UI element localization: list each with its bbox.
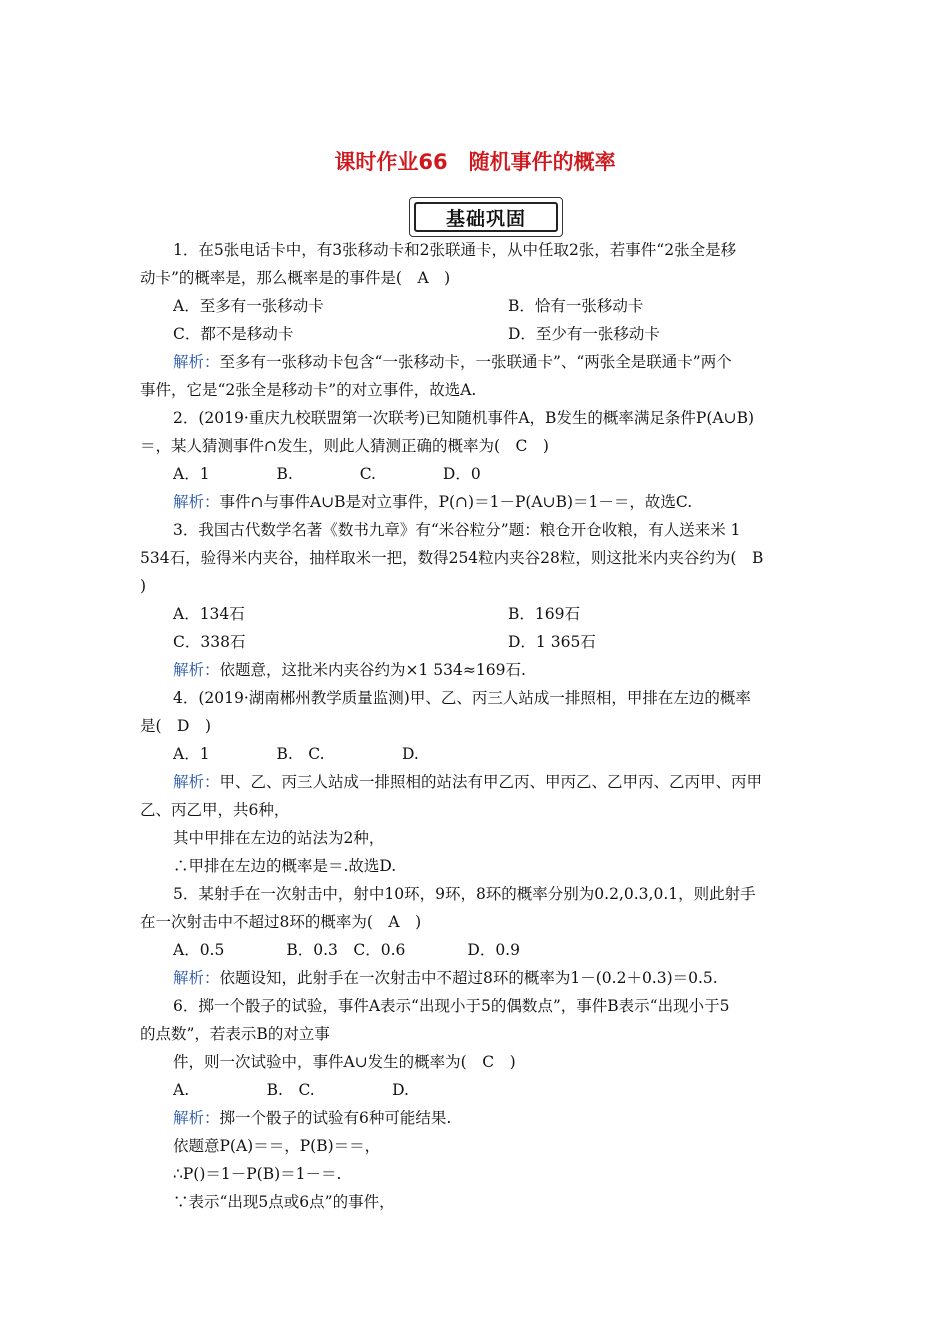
q4-solution-line3: 其中甲排在左边的站法为2种， <box>173 829 385 847</box>
q1-solution-line1 <box>140 348 820 376</box>
q5-solution-line1 <box>140 964 820 992</box>
q6-solution-line1 <box>140 1104 820 1132</box>
q4-solution-line4: ∴甲排在左边的概率是＝.故选D. <box>173 857 397 875</box>
q4-solution-line2: 乙、丙乙甲，共6种， <box>140 801 290 819</box>
q2-solution-text1: 事件∩与事件A∪B是对立事件，P(∩)＝1－P(A∪B)＝1－＝，故选C. <box>219 493 693 511</box>
q1-stem-line2: 动卡”的概率是，那么概率是的事件是( A ) <box>140 269 451 287</box>
q6-stem-line3: 件，则一次试验中，事件A∪发生的概率为( C ) <box>173 1053 516 1071</box>
q5-options: A．0.5 B．0.3 C．0.6 D．0.9 <box>173 941 520 959</box>
q1-solution-line2: 事件，它是“2张全是移动卡”的对立事件，故选A. <box>140 381 477 399</box>
section-badge <box>409 197 563 237</box>
section-badge-label: 基础巩固 <box>414 202 558 232</box>
q6-stem-line2: 的点数”，若表示B的对立事 <box>140 1025 330 1043</box>
solution-label: 解析： <box>173 1109 220 1127</box>
q6-solution-line2: 依题意P(A)＝＝，P(B)＝＝， <box>173 1137 381 1155</box>
q6-solution-line3: ∴P()＝1－P(B)＝1－＝. <box>173 1165 342 1183</box>
q3-stem-line1: 3．我国古代数学名著《数书九章》有“米谷粒分”题：粮仓开仓收粮，有人送来米 1 <box>173 521 741 539</box>
q2-solution-line1 <box>140 488 820 516</box>
q3-option-d: D．1 365石 <box>508 633 596 651</box>
q3-options-row1 <box>140 600 820 628</box>
q4-stem-line1: 4．(2019·湖南郴州教学质量监测)甲、乙、丙三人站成一排照相，甲排在左边的概率 <box>173 689 751 707</box>
q1-options-row1 <box>140 292 820 320</box>
q2-stem-line1: 2．(2019·重庆九校联盟第一次联考)已知随机事件A，B发生的概率满足条件P(A∪B) <box>173 409 755 427</box>
q2-options: A．1 B. C. D．0 <box>173 465 481 483</box>
q5-stem-line1: 5．某射手在一次射击中，射中10环，9环，8环的概率分别为0.2,0.3,0.1，则此射手 <box>173 885 756 903</box>
q3-stem-line3: ) <box>140 577 147 595</box>
q1-option-a: A．至多有一张移动卡 <box>173 297 324 315</box>
q1-solution-text1: 至多有一张移动卡包含“一张移动卡，一张联通卡”、“两张全是联通卡”两个 <box>219 353 732 371</box>
q2-stem-line2: ＝，某人猜测事件∩发生，则此人猜测正确的概率为( C ) <box>140 437 549 455</box>
q4-solution-text1: 甲、乙、丙三人站成一排照相的站法有甲乙丙、甲丙乙、乙甲丙、乙丙甲、丙甲 <box>219 773 763 791</box>
q3-option-b: B．169石 <box>508 605 580 623</box>
q6-solution-text1: 掷一个骰子的试验有6种可能结果. <box>219 1109 452 1127</box>
q3-option-c: C．338石 <box>173 633 246 651</box>
q1-option-b: B．恰有一张移动卡 <box>508 297 644 315</box>
q3-solution-line1 <box>140 656 820 684</box>
q3-option-a: A．134石 <box>173 605 245 623</box>
q4-solution-line1 <box>140 768 820 796</box>
q4-options: A．1 B. C. D. <box>173 745 419 763</box>
q1-option-d: D．至少有一张移动卡 <box>508 325 660 343</box>
q5-solution-text1: 依题设知，此射手在一次射击中不超过8环的概率为1－(0.2＋0.3)＝0.5. <box>219 969 718 987</box>
q6-stem-line1: 6．掷一个骰子的试验，事件A表示“出现小于5的偶数点”，事件B表示“出现小于5 <box>173 997 730 1015</box>
solution-label: 解析： <box>173 969 220 987</box>
q3-solution-text1: 依题意，这批米内夹谷约为×1 534≈169石. <box>219 661 526 679</box>
q6-options: A. B. C. D. <box>173 1081 409 1099</box>
q1-options-row2 <box>140 320 820 348</box>
page-title: 课时作业66 随机事件的概率 <box>334 150 616 174</box>
q6-solution-line4: ∵表示“出现5点或6点”的事件， <box>173 1193 395 1211</box>
solution-label: 解析： <box>173 353 220 371</box>
solution-label: 解析： <box>173 493 220 511</box>
q4-stem-line2: 是( D ) <box>140 717 212 735</box>
solution-label: 解析： <box>173 661 220 679</box>
q1-option-c: C．都不是移动卡 <box>173 325 294 343</box>
q5-stem-line2: 在一次射击中不超过8环的概率为( A ) <box>140 913 422 931</box>
q3-stem-line2: 534石，验得米内夹谷，抽样取米一把，数得254粒内夹谷28粒，则这批米内夹谷约为( B <box>140 549 764 567</box>
solution-label: 解析： <box>173 773 220 791</box>
exercise-content <box>140 236 820 1216</box>
q1-stem-line1: 1．在5张电话卡中，有3张移动卡和2张联通卡，从中任取2张，若事件“2张全是移 <box>173 241 737 259</box>
q3-options-row2 <box>140 628 820 656</box>
